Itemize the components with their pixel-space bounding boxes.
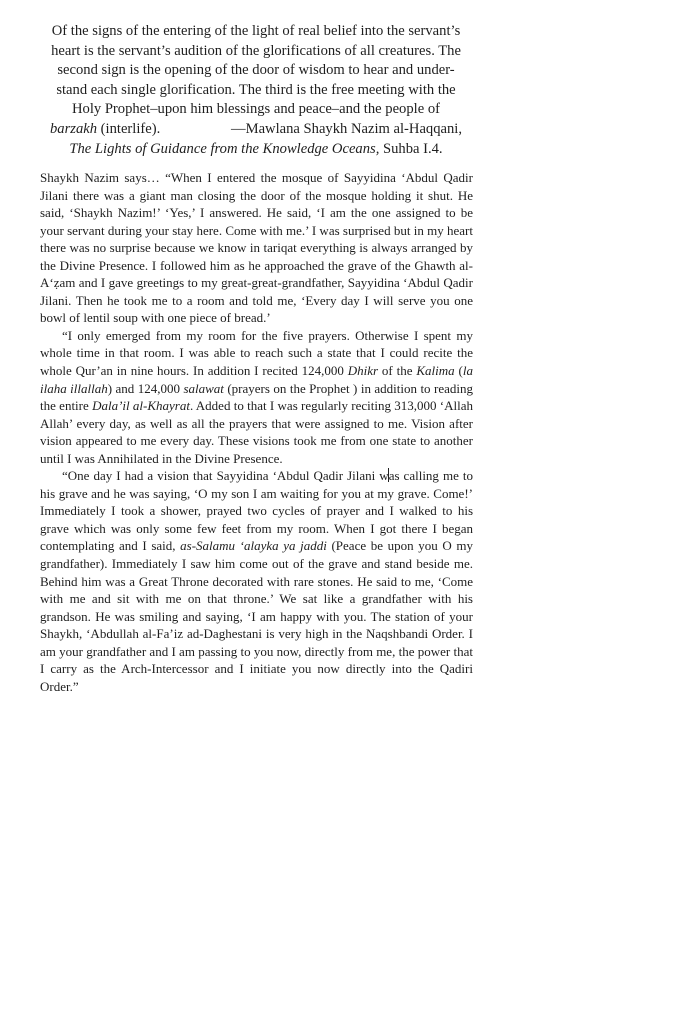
epigraph-line: Holy Prophet–upon him blessings and peace–and the people of <box>71 101 440 118</box>
paragraph-text: (Peace be upon you O my grandfather). Immediately I saw him come out of the grave and stand beside me. Behind him was a Great Throne decorated with rare stones. He said to me, ‘Come with me and sit with me on that throne.’ We sat like a grandfather with his grandson. He was smiling and saying, ‘I am happy with you. The station of your Shaykh, ‘Abdullah al-Fa’iz ad-Daghestani is very high in the Naqshbandi Order. I am your grandfather and I am passing to you now, directly from me, the power that I carry as the Arch-Intercessor and I initiate you now directly into the Qadiri Order.” <box>40 538 473 694</box>
paragraph-text: Shaykh Nazim says… “When I entered the mosque of Sayyidina ‘Abdul Qadir Jilani there was a giant man closing the door of the mosque holding it shut. He said, ‘Shaykh Nazim!’ ‘Yes,’ I answered. He said, ‘I am the one assigned to be your servant during your stay here. Come with me.’ I was surprised but in my heart there was no surprise because we know in tariqat everything is always arranged by the Divine Presence. I followed him as he approached the grave of the Ghawth al-A‘ẓam and I gave greetings to my great-great-grandfather, Sayyidina ‘Abdul Qadir Jilani. Then he took me to a room and told me, ‘Every day I will serve you one bowl of lentil soup with one piece of bread.’ <box>40 170 473 326</box>
paragraph-text: . Added to that I was regularly reciting 313,000 ‘Allah Allah’ every day, as well as all the prayers that were assigned to me. Vision after vision appeared to me every day. These visions took me from one state to another until I was Annihilated in the Divine Presence. <box>40 398 474 466</box>
italic-term: as-Salamu ‘alayka ya jaddi <box>180 538 327 554</box>
italic-term: Dala’il al-Khayrat <box>92 398 190 414</box>
paragraph-text: (prayers on the Prophet ) in addition to reading the entire <box>40 380 473 414</box>
epigraph-line: stand each single glorification. The third is the free meeting with the <box>56 81 456 98</box>
interlife-gloss: (interlife). <box>97 120 161 137</box>
epigraph-source <box>36 140 476 160</box>
epigraph-attribution-line <box>36 120 476 140</box>
source-reference: Suhba I.4. <box>379 140 443 157</box>
epigraph-quote <box>36 22 476 159</box>
paragraph-text: “One day I had a vision that Sayyidina ‘Abdul Qadir Jilani w <box>62 468 389 484</box>
paragraph-3 <box>40 467 473 695</box>
body-text <box>40 169 473 695</box>
paragraph-1 <box>40 169 473 327</box>
paragraph-text: ( <box>454 363 463 379</box>
source-title: The Lights of Guidance from the Knowledge Oceans, <box>69 140 380 157</box>
paragraph-text: of the <box>378 363 417 379</box>
epigraph-line: Of the signs of the entering of the light of real belief into the servant’s <box>51 23 461 39</box>
paragraph-text: ) and 124,000 <box>107 380 184 396</box>
epigraph-closing-text <box>50 120 160 140</box>
barzakh-term: barzakh <box>50 120 98 137</box>
paragraph-text: “I only emerged from my room for the five prayers. Otherwise I spent my whole time in that room. I was able to reach such a state that I could recite the whole Qur’an in nine hours. In addition I recited 124,000 <box>40 327 473 379</box>
paragraph-text: as calling me to his grave and he was saying, ‘O my son I am waiting for you at my grave. Come!’ Immediately I took a shower, prayed two cycles of prayer and I walked to his grave which was only some few feet from my room. When I got there I began contemplating and I said, <box>40 468 473 554</box>
italic-term: la ilaha illallah <box>40 363 473 396</box>
epigraph-line: heart is the servant’s audition of the glorifications of all creatures. The <box>51 42 461 59</box>
italic-term: Kalima <box>416 363 455 379</box>
paragraph-2 <box>40 327 473 467</box>
italic-term: salawat <box>183 380 224 396</box>
epigraph-line: second sign is the opening of the door of wisdom to hear and under- <box>57 62 455 79</box>
italic-term: Dhikr <box>347 363 379 379</box>
epigraph-attribution: —Mawlana Shaykh Nazim al-Haqqani, <box>231 120 462 137</box>
